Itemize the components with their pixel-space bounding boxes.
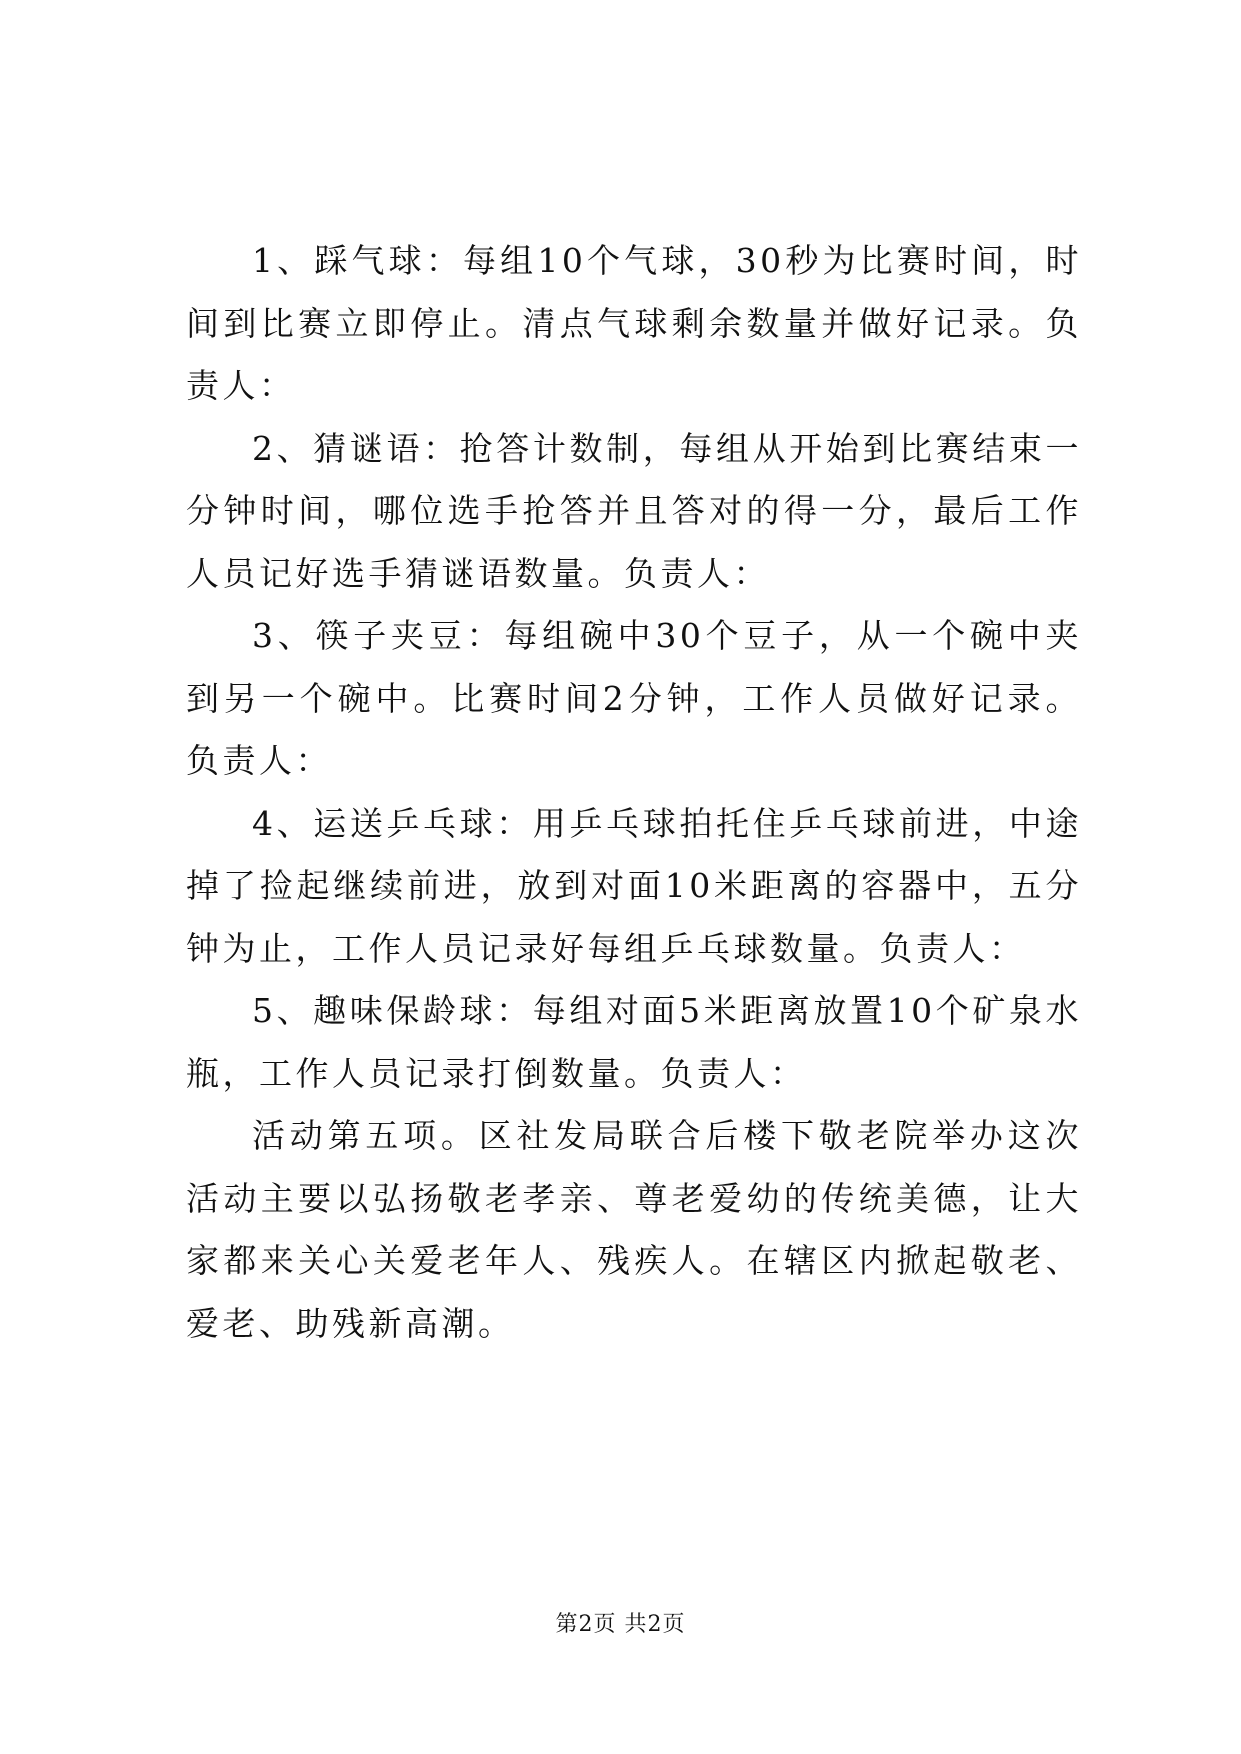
page-number-label: 第2页 共2页 <box>555 1612 686 1637</box>
paragraph-item-5-bowling: 5、趣味保龄球：每组对面5米距离放置10个矿泉水瓶，工作人员记录打倒数量。负责人： <box>186 991 1082 1093</box>
paragraph-item-3-chopsticks-beans: 3、筷子夹豆：每组碗中30个豆子，从一个碗中夹到另一个碗中。比赛时间2分钟，工作人员做好记录。负责人： <box>186 616 1082 780</box>
document-body <box>186 230 1082 1355</box>
paragraph-item-1-balloon-stomp: 1、踩气球：每组10个气球，30秒为比赛时间，时间到比赛立即停止。清点气球剩余数量并做好记录。负责人： <box>186 241 1082 405</box>
page-footer <box>0 1610 1241 1640</box>
paragraph-activity-summary: 活动第五项。区社发局联合后楼下敬老院举办这次活动主要以弘扬敬老孝亲、尊老爱幼的传统美德，让大家都来关心关爱老年人、残疾人。在辖区内掀起敬老、爱老、助残新高潮。 <box>186 1116 1082 1343</box>
paragraph-item-4-ping-pong-relay: 4、运送乒乓球：用乒乓球拍托住乒乓球前进，中途掉了捡起继续前进，放到对面10米距离的容器中，五分钟为止，工作人员记录好每组乒乓球数量。负责人： <box>186 803 1082 968</box>
paragraph-item-2-riddles: 2、猜谜语：抢答计数制，每组从开始到比赛结束一分钟时间，哪位选手抢答并且答对的得一分，最后工作人员记好选手猜谜语数量。负责人： <box>186 428 1082 593</box>
